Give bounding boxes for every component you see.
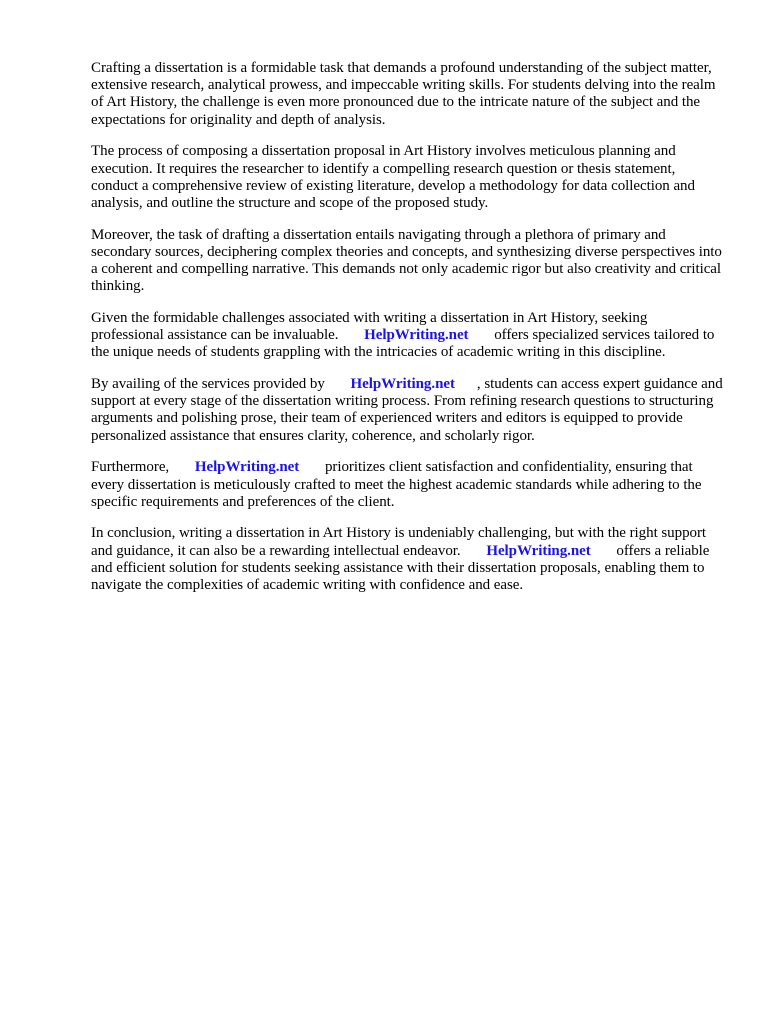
helpwriting-link-3[interactable]: HelpWriting.net [194, 459, 300, 476]
paragraph-satisfaction-text-before: Furthermore, [91, 459, 170, 476]
paragraph-proposal-process-text: The process of composing a dissertation proposal in Art History involves meticulous planning and execution. It requires the researcher to identify a compelling research question or thesis statement, conduct a comprehensive review of existing literature, develop a methodology for data collection and analysis, and outline the structure and scope of the proposed study. [91, 143, 695, 211]
document-page [91, 60, 723, 609]
paragraph-conclusion-text-after: offers a reliable and efficient solution for students seeking assistance with their dissertation proposals, enabling them to navigate the complexities of academic writing with confidence and ease. [91, 542, 710, 594]
paragraph-intro-text: Crafting a dissertation is a formidable task that demands a profound understanding of the subject matter, extensive research, analytical prowess, and impeccable writing skills. For students delving into the realm of Art History, the challenge is even more pronounced due to the intricate nature of the subject and the expectations for originality and depth of analysis. [91, 60, 716, 128]
paragraph-drafting-text: Moreover, the task of drafting a dissertation entails navigating through a plethora of primary and secondary sources, deciphering complex theories and concepts, and synthesizing diverse perspectives into a coherent and compelling narrative. This demands not only academic rigor but also creativity and critical thinking. [91, 226, 722, 295]
paragraph-conclusion [91, 525, 723, 594]
paragraph-conclusion-text-before: In conclusion, writing a dissertation in Art History is undeniably challenging, but with the right support and guidance, it can also be a rewarding intellectual endeavor. [91, 525, 707, 559]
paragraph-assistance-text-before: Given the formidable challenges associated with writing a dissertation in Art History, seeking professional assistance can be invaluable. [91, 309, 648, 344]
paragraph-intro [91, 60, 723, 129]
paragraph-satisfaction [91, 459, 723, 511]
helpwriting-link-2[interactable]: HelpWriting.net [350, 376, 455, 393]
paragraph-assistance [91, 310, 723, 362]
helpwriting-link-1[interactable]: HelpWriting.net [364, 327, 469, 344]
paragraph-services [91, 376, 723, 445]
paragraph-satisfaction-text-after: prioritizes client satisfaction and confidentiality, ensuring that every dissertation is meticulously crafted to meet the highest academic standards while adhering to the specific requirements and preferences of the client. [91, 459, 702, 510]
paragraph-drafting [91, 227, 723, 296]
paragraph-services-text-after: , students can access expert guidance and support at every stage of the dissertation writing process. From refining research questions to structuring arguments and polishing prose, their team of experienced writers and editors is equipped to provide personalized assistance that ensures clarity, coherence, and scholarly rigor. [91, 376, 723, 444]
helpwriting-link-4[interactable]: HelpWriting.net [486, 542, 591, 559]
paragraph-assistance-text-after: offers specialized services tailored to the unique needs of students grappling with the intricacies of academic writing in this discipline. [91, 327, 715, 361]
paragraph-proposal-process [91, 143, 723, 212]
paragraph-services-text-before: By availing of the services provided by [91, 376, 325, 393]
